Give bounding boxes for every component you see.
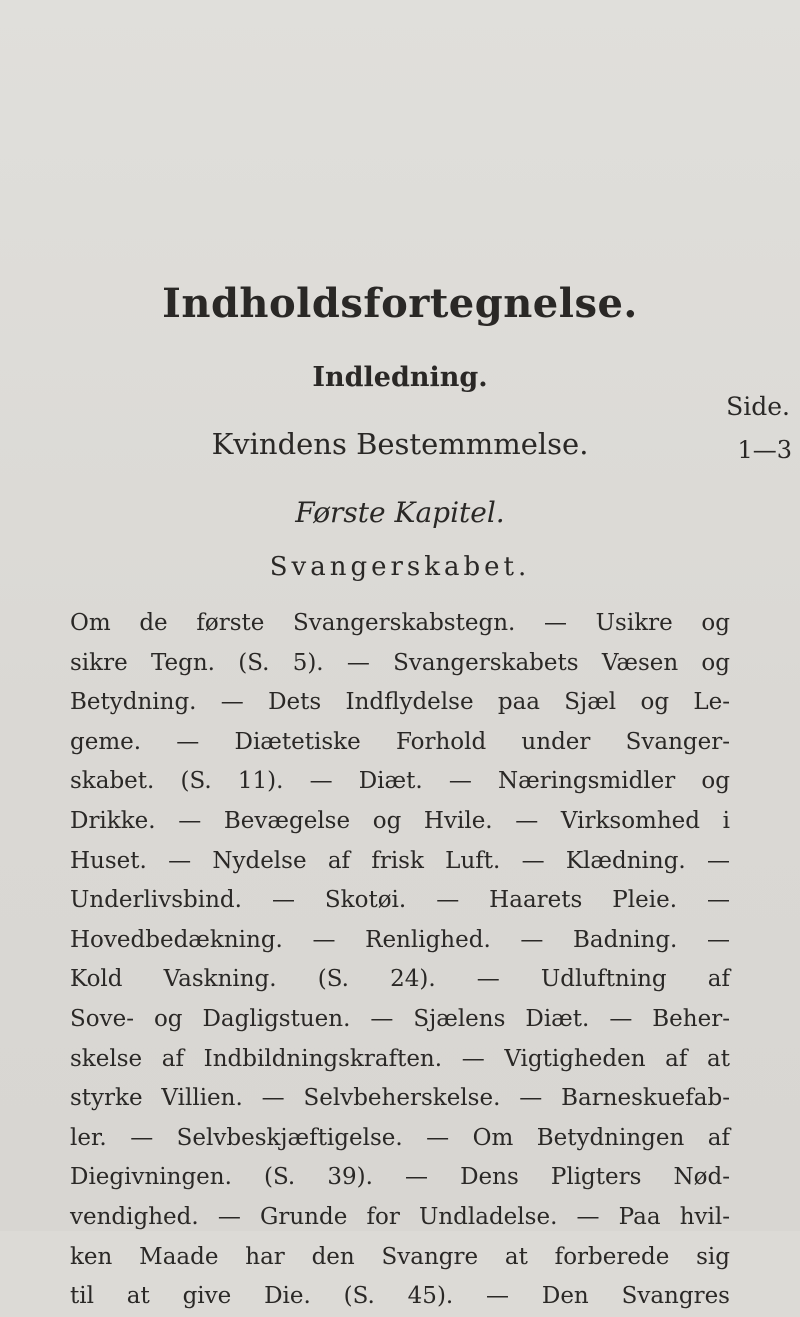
text-line: til at give Die. (S. 45). — Den Svangres [70, 1283, 730, 1310]
text-line: vendighed. — Grunde for Undladelse. — Paa hvil- [70, 1203, 730, 1230]
text-line: Huset. — Nydelse af frisk Luft. — Klædning. — [70, 847, 730, 874]
text-line: skabet. (S. 11). — Diæt. — Næringsmidler og [70, 768, 730, 795]
text-line: Drikke. — Bevægelse og Hvile. — Virksomhed i [70, 807, 730, 834]
entry-title: Kvindens Bestemmmelse. [211, 427, 589, 461]
text-line: Hovedbedækning. — Renlighed. — Badning. — [70, 926, 730, 953]
side-label: Side. [726, 392, 790, 421]
text-line: Underlivsbind. — Skotøi. — Haarets Pleie. — [70, 887, 730, 914]
page-range: 1—3 [737, 436, 792, 464]
text-line: ken Maade har den Svangre at forberede sig [70, 1243, 730, 1270]
text-line: Betydning. — Dets Indflydelse paa Sjæl og Le- [70, 689, 730, 716]
text-line: Diegivningen. (S. 39). — Dens Pligters Nød- [70, 1164, 730, 1191]
section-heading: Indledning. [312, 362, 488, 393]
text-line: Om de første Svangerskabstegn. — Usikre og [70, 610, 730, 636]
page-heading: Indholdsfortegnelse. [162, 280, 638, 327]
text-line: Kold Vaskning. (S. 24). — Udluftning af [70, 966, 730, 993]
sub-heading: Svangerskabet. [269, 552, 531, 582]
text-line: styrke Villien. — Selvbeherskelse. — Barneskuefab- [70, 1085, 730, 1112]
body-text [70, 604, 730, 1317]
text-line: skelse af Indbildningskraften. — Vigtigheden af at [70, 1045, 730, 1072]
text-line: sikre Tegn. (S. 5). — Svangerskabets Væsen og [70, 649, 730, 676]
text-line: ler. — Selvbeskjæftigelse. — Om Betydningen af [70, 1124, 730, 1151]
chapter-heading: Første Kapitel. [295, 496, 505, 529]
text-line: Sove- og Dagligstuen. — Sjælens Diæt. — Beher- [70, 1005, 730, 1032]
text-line: geme. — Diætetiske Forhold under Svanger- [70, 728, 730, 755]
